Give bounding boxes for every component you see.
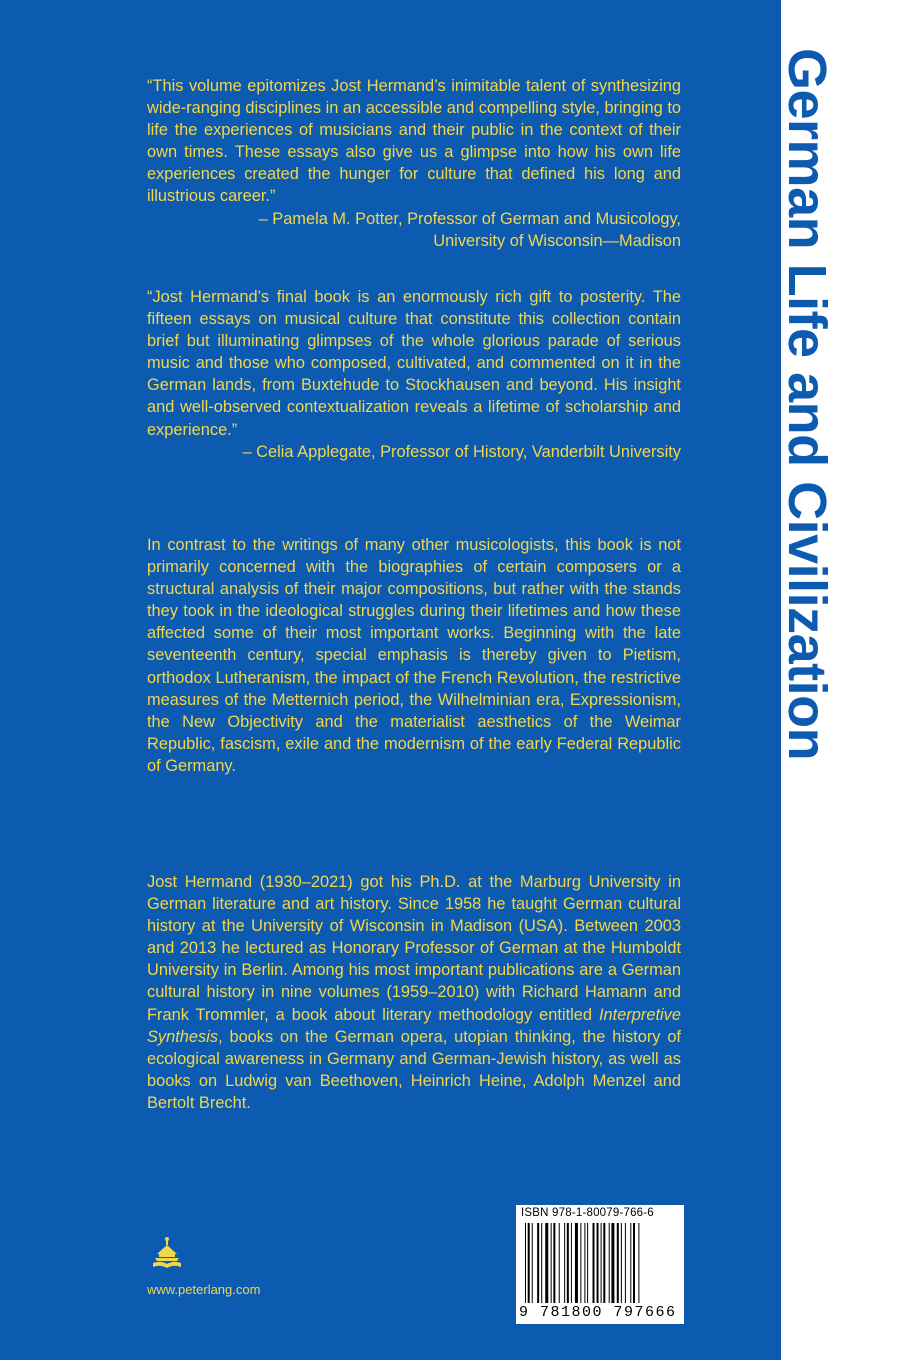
quote-1-text: “This volume epitomizes Jost Hermand’s inimitable talent of synthesizing wide-ranging disciplines in an accessible and compelling style, bringing to life the experiences of musicians and their public in the context of their own times. These essays also give us a glimpse into how his own life experiences created the hunger for culture that defined his long and illustrious career.” <box>147 77 681 206</box>
quote-2-attribution: – Celia Applegate, Professor of History, Vanderbilt University <box>242 442 681 461</box>
book-description <box>147 534 681 777</box>
endorsement-quote-2 <box>147 286 681 463</box>
barcode-bar <box>617 1223 619 1303</box>
barcode-bar <box>567 1223 569 1303</box>
publisher-logo-icon <box>150 1236 184 1276</box>
barcode-bar <box>587 1223 588 1303</box>
barcode-bar <box>597 1223 599 1303</box>
barcode-bar <box>584 1223 585 1303</box>
barcode-bar <box>571 1223 572 1303</box>
quote-1-attribution-line-1: – Pamela M. Potter, Professor of German and Musicology, <box>258 209 681 228</box>
barcode-bar <box>621 1223 622 1303</box>
barcode-bar <box>541 1223 542 1303</box>
barcode-bar <box>601 1223 602 1303</box>
barcode-bar <box>559 1223 560 1303</box>
barcode-bar <box>580 1223 581 1303</box>
quote-1-attribution-line-2: University of Wisconsin—Madison <box>433 231 681 250</box>
isbn-label: ISBN 978-1-80079-766-6 <box>521 1207 654 1219</box>
publisher-url: www.peterlang.com <box>147 1282 261 1297</box>
barcode-bar <box>630 1223 631 1303</box>
barcode-bar <box>545 1223 548 1303</box>
series-title: German Life and Civilization <box>777 48 837 761</box>
barcode-bar <box>575 1223 578 1303</box>
barcode-bar <box>528 1223 530 1303</box>
barcode-digits: 9 781800 797666 <box>519 1304 677 1321</box>
bio-text-part-1: Jost Hermand (1930–2021) got his Ph.D. at the Marburg University in German literature and art history. Since 1958 he taught German cultural history at the University of Wisconsin in Madison (USA). Between 2003 and 2013 he lectured as Honorary Professor of German at the Humboldt University in Berlin. Among his most important publications are a German cultural history in nine volumes (1959–2010) with Richard Hamann and Frank Trommler, a book about literary methodology entitled <box>147 873 681 1024</box>
barcode-bar <box>638 1223 639 1303</box>
barcode-bar <box>537 1223 539 1303</box>
barcode-bar <box>593 1223 595 1303</box>
bio-book-title: Interpretive Synthesis <box>147 1005 681 1046</box>
barcode-bar <box>551 1223 552 1303</box>
barcode-bar <box>603 1223 605 1303</box>
bio-text-part-2: , books on the German opera, utopian thinking, the history of ecological awareness in Germany and German-Jewish history, as well as books on Ludwig van Beethoven, Heinrich Heine, Adolph Menzel and Bertolt Brecht. <box>147 1027 681 1112</box>
barcode-bar <box>553 1223 555 1303</box>
barcode-bar <box>611 1223 614 1303</box>
author-bio <box>147 871 681 1114</box>
endorsement-quote-1 <box>147 75 681 252</box>
barcode-bar <box>525 1223 526 1303</box>
barcode-bar <box>609 1223 610 1303</box>
description-text: In contrast to the writings of many other musicologists, this book is not primarily concerned with the biographies of certain composers or a structural analysis of their major compositions, but rather with the stands they took in the ideological struggles during their lifetimes and how these affected some of their most important works. Beginning with the late seventeenth century, special emphasis is thereby given to Pietism, orthodox Lutheranism, the impact of the French Revolution, the restrictive measures of the Metternich period, the Wilhelminian era, Expressionism, the New Objectivity and the materialist aesthetics of the Weimar Republic, fascism, exile and the modernism of the early Federal Republic of Germany. <box>147 536 681 775</box>
barcode-bars <box>525 1223 677 1303</box>
quote-2-text: “Jost Hermand’s final book is an enormously rich gift to posterity. The fifteen essays on musical culture that constitute this collection contain brief but illuminating glimpses of the whole glorious parade of serious music and those who composed, cultivated, and commented on it in the German lands, from Buxtehude to Stockhausen and beyond. His insight and well-observed contextualization reveals a lifetime of scholarship and experience.” <box>147 288 681 439</box>
bio-text <box>147 871 681 1114</box>
barcode-bar <box>633 1223 635 1303</box>
barcode-bar <box>625 1223 626 1303</box>
barcode-bar <box>564 1223 565 1303</box>
isbn-barcode <box>516 1205 684 1324</box>
barcode-bar <box>532 1223 533 1303</box>
